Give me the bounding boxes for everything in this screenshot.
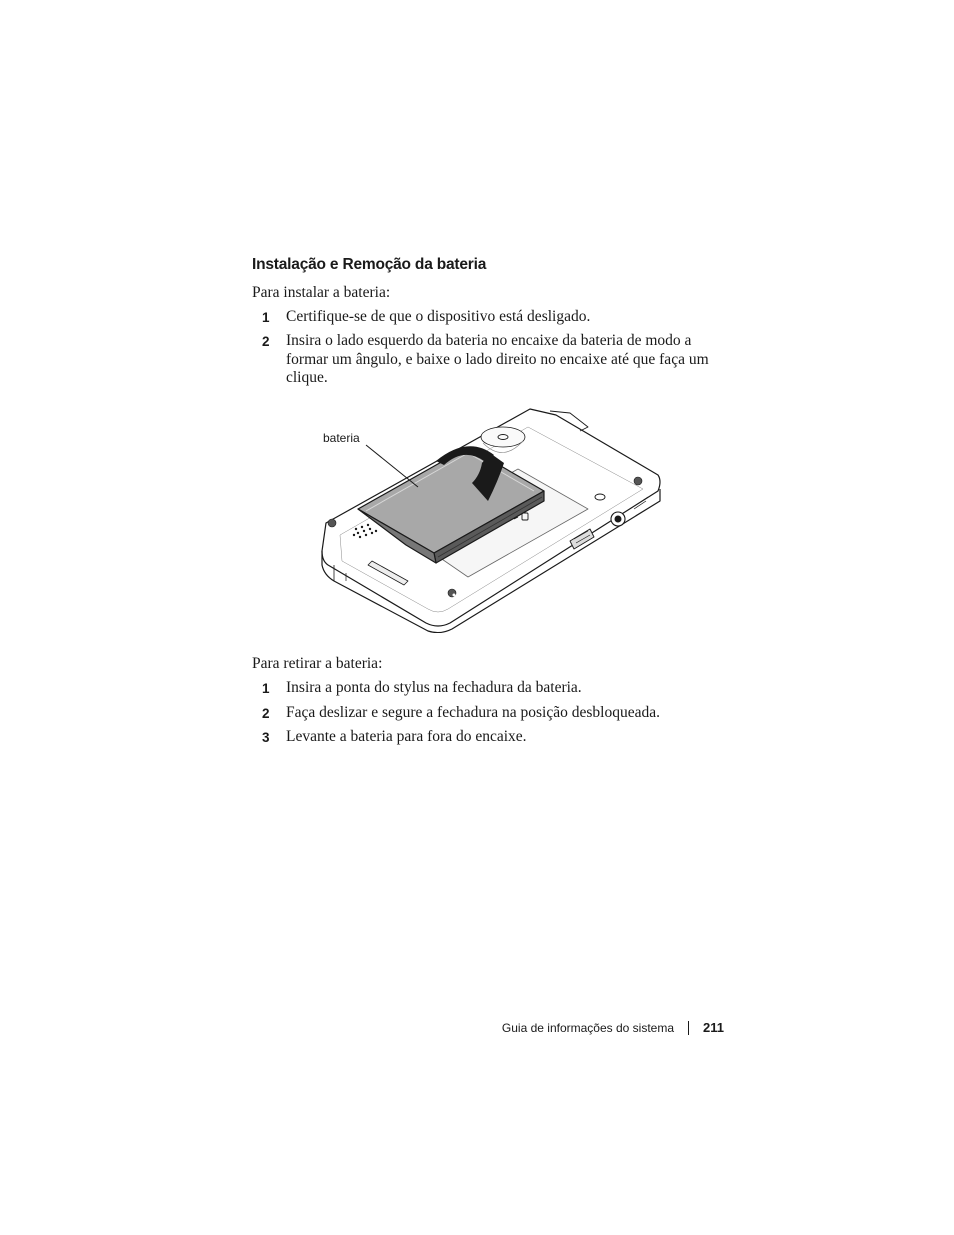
guide-title: Guia de informações do sistema — [501, 1020, 675, 1035]
remove-step-1 — [262, 679, 732, 698]
callout-leader-line — [366, 445, 418, 487]
step-text: Insira a ponta do stylus na fechadura da bateria. — [286, 679, 582, 696]
step-number: 1 — [262, 681, 270, 696]
step-number: 1 — [262, 310, 270, 325]
install-intro: Para instalar a bateria: — [252, 284, 391, 301]
footer-divider — [688, 1021, 689, 1035]
remove-intro: Para retirar a bateria: — [252, 655, 383, 672]
install-step-2 — [262, 332, 732, 388]
step-text: Certifique-se de que o dispositivo está desligado. — [286, 308, 591, 325]
battery-installation-illustration — [318, 405, 666, 633]
step-number: 2 — [262, 706, 270, 721]
page-number: 211 — [703, 1020, 724, 1035]
battery-callout-label: bateria — [323, 431, 360, 445]
step-text: Faça deslizar e segure a fechadura na posição desbloqueada. — [286, 704, 660, 721]
remove-step-2 — [262, 704, 732, 723]
page-footer — [502, 1020, 724, 1035]
step-text: Insira o lado esquerdo da bateria no encaixe da bateria de modo a formar um ângulo, e baixe o lado direito no encaixe até que faça um clique. — [286, 332, 709, 386]
step-text: Levante a bateria para fora do encaixe. — [286, 728, 527, 745]
install-step-1 — [262, 308, 732, 327]
camera-window — [481, 427, 525, 447]
remove-step-3 — [262, 728, 732, 747]
page-title: Instalação e Remoção da bateria — [252, 256, 487, 273]
step-number: 3 — [262, 730, 270, 745]
step-number: 2 — [262, 334, 270, 349]
